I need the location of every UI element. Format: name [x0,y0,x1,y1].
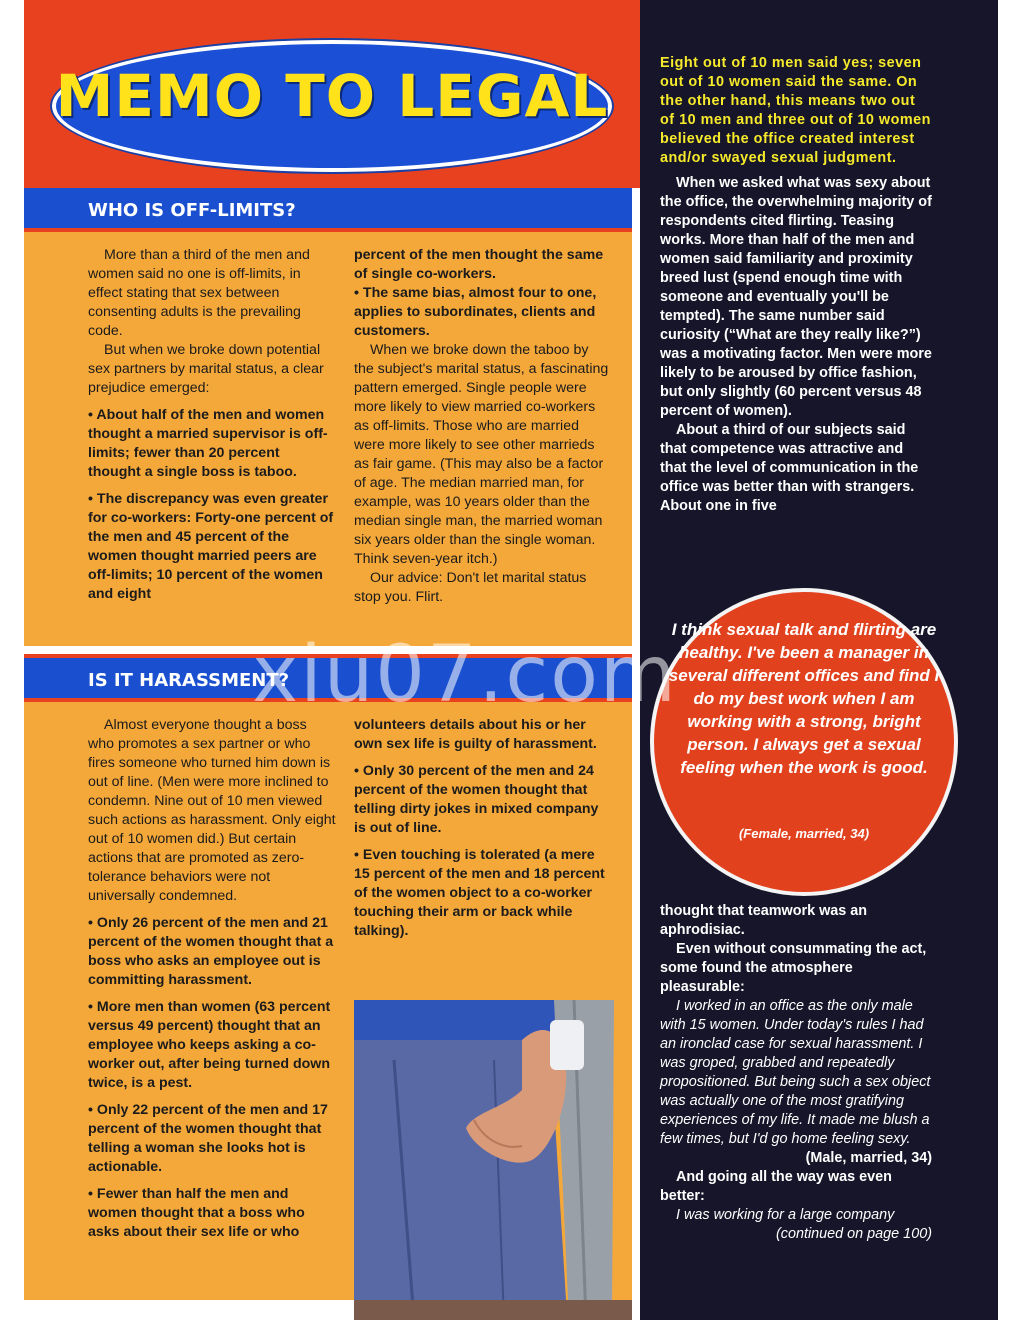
pull-quote-text: I think sexual talk and flirting are healthy. I've been a manager in several different offices and find I do my best work when I am working with a strong, bright person. I always get a sexual feeling when the work is good. [668,620,940,777]
paragraph: About a third of our subjects said that competence was attractive and that the level of communication in the office was better than with strangers. About one in five [660,422,919,514]
column-harassment-left [88,716,336,1242]
bullet-point: • Only 30 percent of the men and 24 percent of the women thought that telling dirty jokes in mixed company is out of line. [354,763,599,836]
bullet-point: • Even touching is tolerated (a mere 15 percent of the men and 18 percent of the women object to a co-worker touching their arm or back while talking). [354,847,605,939]
bullet-point: • Fewer than half the men and women thought that a boss who asks about their sex life or who [88,1186,305,1240]
column-off-limits-left [88,246,334,604]
paragraph: When we broke down the taboo by the subject's marital status, a fascinating pattern emerged. Single people were more likely to view married co-workers as off-limits. Those who are married were more likely to see other marrieds as fair game. (This may also be a factor of age. The median married man, for example, was 10 years older than the median single man, the married woman six years older than the single woman. Think seven-year itch.) [354,342,609,567]
page-title: MEMO TO LEGAL [55,62,609,130]
paragraph: percent of the men thought the same of single co-workers. [354,247,604,282]
paragraph: But when we broke down potential sex partners by marital status, a clear prejudice emerged: [88,342,324,396]
anecdote-quote: I was working for a large company [676,1207,895,1223]
bullet-point: • About half of the men and women thought a married supervisor is off-limits; fewer than 20 percent thought a single boss is taboo. [88,407,328,480]
paragraph: Even without consummating the act, some found the atmosphere pleasurable: [660,941,927,995]
paragraph: More than a third of the men and women said no one is off-limits, in effect stating that sex between consenting adults is the prevailing code. [88,247,310,339]
right-column-top [660,54,932,516]
paragraph: volunteers details about his or her own sex life is guilty of harassment. [354,717,597,752]
section-heading-off-limits: WHO IS OFF-LIMITS? [88,200,296,221]
page-margin-right [998,0,1020,1320]
paragraph: And going all the way was even better: [660,1169,892,1204]
anecdote-attribution: (Male, married, 34) [805,1150,932,1166]
continued-note: (continued on page 100) [775,1226,932,1242]
paragraph: thought that teamwork was an aphrodisiac. [660,903,868,938]
paragraph: When we asked what was sexy about the office, the overwhelming majority of respondents cited flirting. Teasing works. More than half of the men and women said familiarity and proximity breed lust (spend enough time with someone and eventually you'll be tempted). The same number said curiosity (“What are they really like?”) was a motivating factor. Men were more likely to be aroused by office fashion, but only slightly (60 percent versus 48 percent of women). [660,175,932,419]
watermark-text: xiu07.com [252,630,678,720]
column-off-limits-right [354,246,612,607]
bullet-point: • The same bias, almost four to one, applies to subordinates, clients and customers. [354,285,597,339]
bullet-point: • More men than women (63 percent versus 49 percent) thought that an employee who keeps asking a co-worker out, after being turned down twice, is a pest. [88,999,331,1091]
office-photo-illustration [354,1000,632,1320]
page-margin [0,0,24,1320]
lead-paragraph: Eight out of 10 men said yes; seven out of 10 women said the same. On the other hand, this means two out of 10 men and three out of 10 women believed the office created interest and/or swayed sexual judgment. [660,55,931,166]
bullet-point: • Only 22 percent of the men and 17 percent of the women thought that telling a woman she looks hot is actionable. [88,1102,328,1175]
pull-quote-attribution: (Female, married, 34) [738,826,870,841]
column-harassment-right [354,716,612,941]
bullet-point: • Only 26 percent of the men and 21 percent of the women thought that a boss who asks an employee out is committing harassment. [88,915,334,988]
bullet-point: • The discrepancy was even greater for co-workers: Forty-one percent of the men and 45 percent of the women thought married peers are off-limits; 10 percent of the women and eight [88,491,334,602]
office-photo [354,1000,632,1320]
paragraph: Almost everyone thought a boss who promotes a sex partner or who fires someone who turned him down is out of line. (Men were more inclined to condemn. Nine out of 10 men viewed such actions as harassment. Only eight out of 10 women did.) But certain actions that are promoted as zero-tolerance behaviors were not universally condemned. [88,717,336,904]
anecdote-quote: I worked in an office as the only male with 15 women. Under today's rules I had an ironclad case for sexual harassment. I was groped, grabbed and repeatedly propositioned. But being such a sex object was actually one of the most gratifying experiences of my life. It made me blush a few times, but I'd go home feeling sexy. [660,998,931,1147]
paragraph: Our advice: Don't let marital status stop you. Flirt. [354,570,587,605]
right-column-bottom [660,902,932,1244]
section-heading-harassment: IS IT HARASSMENT? [88,670,290,691]
